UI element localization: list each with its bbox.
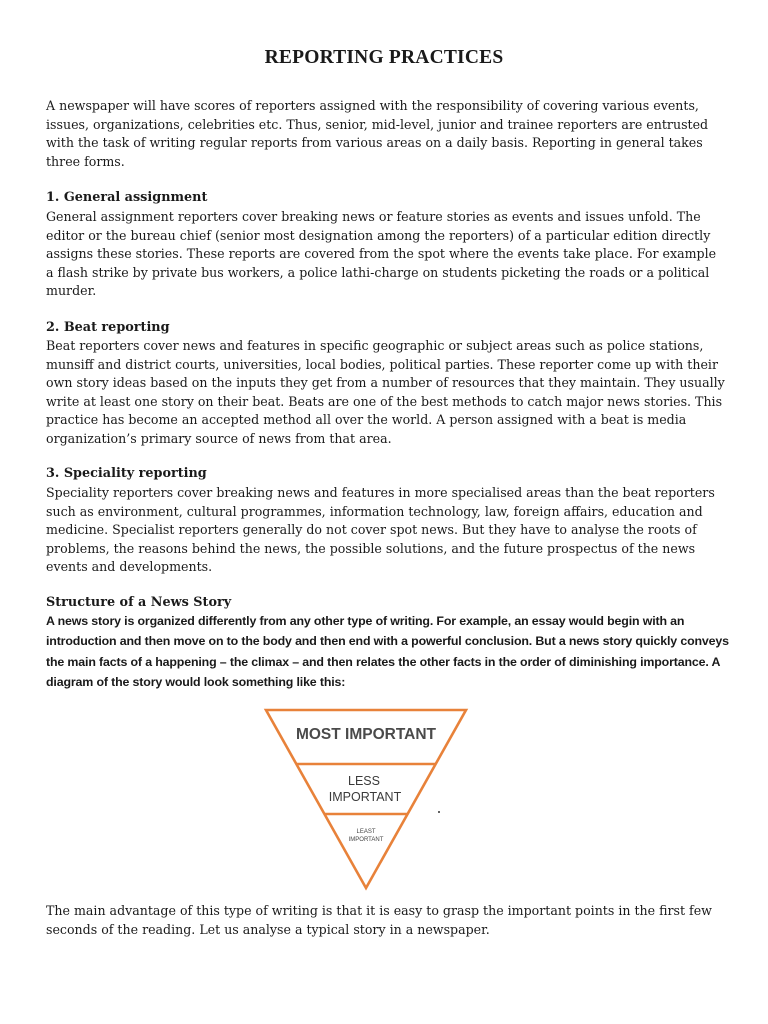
section-body-speciality-reporting: Speciality reporters cover breaking news and features in more specialised areas than the beat reporters such as environment, cultural programmes, information technology, law, foreign affairs, education and medicine. Specialist reporters generally do not cover spot news. But they have to analyse the roots of problems, the reasons behind the news, the possible solutions, and the future prospectus of the news events and developments. <box>46 485 715 575</box>
structure-body: A news story is organized differently from any other type of writing. For example, an essay would begin with an introduction and then move on to the body and then end with a powerful conclusion. But a news story quickly conveys the main facts of a happening – the climax – and then relates the other facts in the order of diminishing importance. A diagram of the story would look something like this: <box>46 614 729 690</box>
section-body-beat-reporting: Beat reporters cover news and features in specific geographic or subject areas such as police stations, munsiff and district courts, universities, local bodies, political parties. These reporter come up with their own story ideas based on the inputs they get from a number of resources that they maintain. They usually write at least one story on their beat. Beats are one of the best methods to catch major news stories. This practice has become an accepted method all over the world. A person assigned with a beat is media organization’s primary source of news from that area. <box>46 338 725 446</box>
page-title: REPORTING PRACTICES <box>264 47 504 68</box>
stray-dot <box>438 811 440 813</box>
inverted-pyramid-diagram <box>262 706 472 892</box>
section-body-general-assignment: General assignment reporters cover breaking news or feature stories as events and issues unfold. The editor or the bureau chief (senior most designation among the reporters) of a particular edition directly assigns these stories. These reports are covered from the spot where the events take place. For example a flash strike by private bus workers, a police lathi-charge on students picketing the roads or a political murder. <box>46 209 717 299</box>
section-heading-beat-reporting: 2. Beat reporting <box>46 320 170 335</box>
level-most-important-label: MOST IMPORTANT <box>295 726 437 743</box>
level-less-important-label-line1: LESS <box>348 774 380 788</box>
section-heading-speciality-reporting: 3. Speciality reporting <box>46 466 207 481</box>
structure-heading: Structure of a News Story <box>46 595 232 610</box>
section-heading-general-assignment: 1. General assignment <box>46 190 208 205</box>
intro-paragraph: A newspaper will have scores of reporters assigned with the responsibility of covering various events, issues, organizations, celebrities etc. Thus, senior, mid-level, junior and trainee reporters are entrusted with the task of writing regular reports from various areas on a daily basis. Reporting in general takes three forms. <box>46 98 709 169</box>
closing-paragraph: The main advantage of this type of writing is that it is easy to grasp the important points in the first few seconds of the reading. Let us analyse a typical story in a newspaper. <box>46 903 712 937</box>
level-less-important-label-line2: IMPORTANT <box>328 790 402 804</box>
level-least-important-label-line2: IMPORTANT <box>348 837 384 843</box>
level-least-important-label-line1: LEAST <box>356 829 376 835</box>
